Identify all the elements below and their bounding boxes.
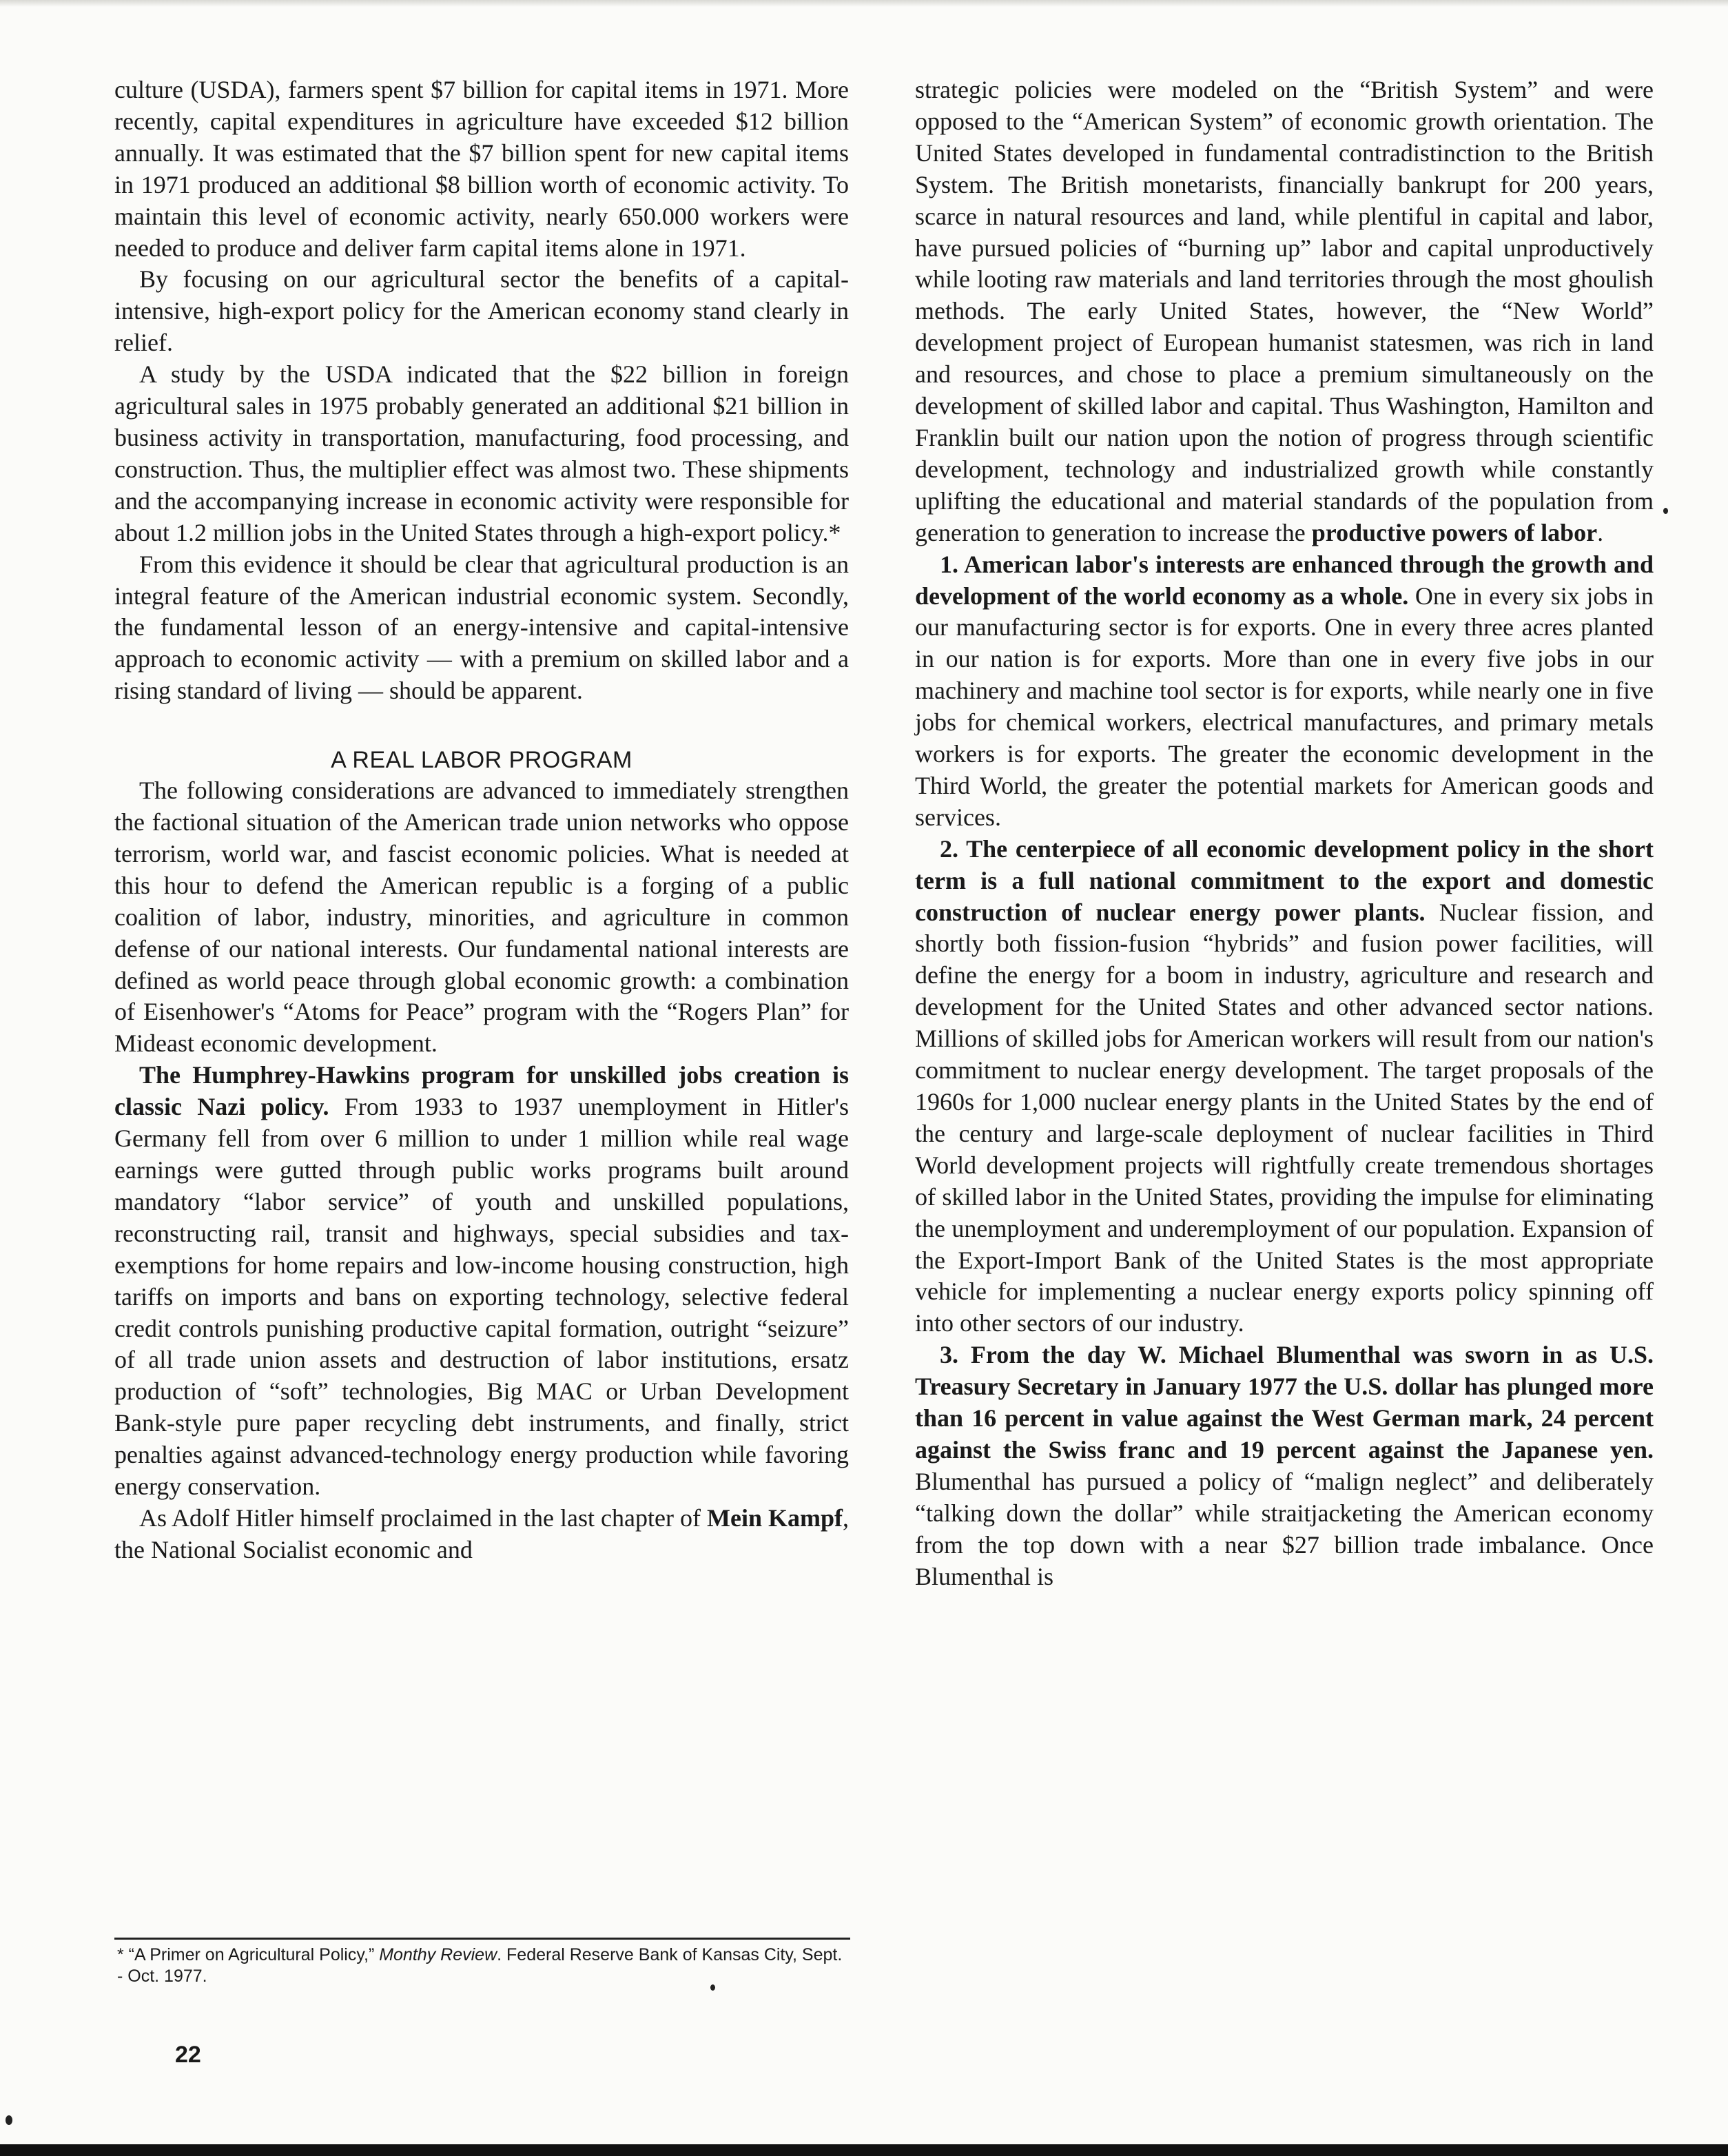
section-heading: A REAL LABOR PROGRAM (331, 747, 632, 774)
ink-speck (1663, 508, 1668, 514)
footnote-divider (114, 1938, 850, 1940)
page-number: 22 (175, 2042, 201, 2068)
paragraph: From this evidence it should be clear that agricultural production is an integral feature of the American industrial economic system. Secondly, the fundamental lesson of an energy-intensive and capital-intensive approach to economic activity — with a premium on skilled labor and a rising standard of living — should be apparent. (114, 550, 849, 705)
right-column (915, 74, 1654, 1593)
book-title: Mein Kampf (707, 1503, 843, 1532)
paragraph-text: , the National Socialist economic and (114, 1503, 850, 1563)
paragraph-text: One in every six jobs in our manufacturing sector is for exports. One in every three acres planted in our nation is for exports. More than one in every five jobs in our machinery and machine tool sector is for exports, while nearly one in five jobs for chemical workers, electrical manufactures, and primary metals workers is for exports. The greater the economic development in the Third World, the greater the potential markets for American goods and services. (915, 582, 1654, 831)
ink-speck (6, 2115, 12, 2125)
paragraph (114, 1503, 849, 1566)
bold-phrase: productive powers of labor (1311, 518, 1598, 546)
page-bottom-edge (0, 2144, 1728, 2156)
footnote-text: . Federal Reserve Bank of Kansas City, Sept. - Oct. 1977. (117, 1945, 843, 1986)
paragraph (915, 549, 1654, 834)
paragraph (915, 834, 1654, 1340)
bold-lead: 2. The centerpiece of all economic development policy in the short term is a full national commitment to the export and domestic construction of nuclear energy power plants. (915, 834, 1654, 926)
paragraph-text: strategic policies were modeled on the “British System” and were opposed to the “American System” of economic growth orientation. The United States developed in fundamental contradistinction to the British System. The British monetarists, financially bankrupt for 200 years, scarce in natural resources and land, while plentiful in capital and labor, have pursued policies of “burning up” labor and capital unproductively while looting raw materials and land territories through the most ghoulish methods. The early United States, however, the “New World” development project of European humanist statesmen, was rich in land and resources, and chose to place a premium simultaneously on the development of skilled labor and capital. Thus Washington, Hamilton and Franklin built our nation upon the notion of progress through scientific development, technology and industrialized growth while constantly uplifting the educational and material standards of the population from generation to generation to increase the (915, 76, 1654, 546)
left-column (114, 74, 849, 1566)
bold-lead: 3. From the day W. Michael Blumenthal was sworn in as U.S. Treasury Secretary in January 1977 the U.S. dollar has plunged more than 16 percent in value against the West German mark, 24 percent against the Swiss franc and 19 percent against the Japanese yen. (915, 1341, 1654, 1464)
bold-lead: 1. American labor's interests are enhanced through the growth and development of the world economy as a whole. (915, 550, 1654, 610)
paragraph: A study by the USDA indicated that the $22 billion in foreign agricultural sales in 1975 probably generated an additional $21 billion in business activity in transportation, manufacturing, food processing, and construction. Thus, the multiplier effect was almost two. These shipments and the accompanying increase in economic activity were responsible for about 1.2 million jobs in the United States through a high-export policy.* (114, 360, 849, 546)
paragraph-text: Nuclear fission, and shortly both fission-fusion “hybrids” and fusion power facilities, will define the energy for a boom in industry, agriculture and research and development for the United States and other advanced sector nations. Millions of skilled jobs for American workers will result from our nation's commitment to nuclear energy development. The target proposals of the 1960s for 1,000 nuclear energy plants in the United States by the end of the century and large-scale deployment of nuclear facilities in Third World development projects will rightfully create tremendous shortages of skilled labor in the United States, providing the impulse for eliminating the unemployment and underemployment of our population. Expansion of the Export-Import Bank of the United States is the most appropriate vehicle for implementing a nuclear energy exports policy spinning off into other sectors of our industry. (915, 898, 1654, 1337)
footnote-text: * “A Primer on Agricultural Policy,” (117, 1945, 380, 1964)
bold-lead: The Humphrey-Hawkins program for unskilled jobs creation is classic Nazi policy. (114, 1061, 849, 1121)
page-top-edge (0, 0, 1728, 7)
ink-speck (710, 1984, 715, 1991)
paragraph (114, 1060, 849, 1503)
paragraph-text: . (1597, 518, 1604, 546)
paragraph-text: Blumenthal has pursued a policy of “malign neglect” and deliberately “talking down the dollar” while straitjacketing the American economy from the top down with a near $27 billion trade imbalance. Once Blumenthal is (915, 1467, 1654, 1590)
paragraph-text: As Adolf Hitler himself proclaimed in the last chapter of (139, 1503, 707, 1532)
journal-title: Monthy Review (379, 1945, 497, 1964)
paragraph: By focusing on our agricultural sector the benefits of a capital-intensive, high-export policy for the American economy stand clearly in relief. (114, 265, 849, 357)
paragraph-text: From 1933 to 1937 unemployment in Hitler's Germany fell from over 6 million to under 1 million while real wage earnings were gutted through public works programs built around mandatory “labor service” of youth and unskilled populations, reconstructing rail, transit and highways, special subsidies and tax-exemptions for home repairs and low-income housing construction, high tariffs on imports and bans on exporting technology, selective federal credit controls punishing productive capital formation, outright “seizure” of all trade union assets and destruction of labor institutions, ersatz production of “soft” technologies, Big MAC or Urban Development Bank-style pure paper recycling debt instruments, and finally, strict penalties against advanced-technology energy production while favoring energy conservation. (114, 1093, 849, 1501)
paragraph: The following considerations are advanced to immediately strengthen the factional situation of the American trade union networks who oppose terrorism, world war, and fascist economic policies. What is needed at this hour to defend the American republic is a forging of a public coalition of labor, industry, minorities, and agriculture in common defense of our national interests. Our fundamental national interests are defined as world peace through global economic growth: a combination of Eisenhower's “Atoms for Peace” program with the “Rogers Plan” for Mideast economic development. (114, 777, 849, 1058)
paragraph: culture (USDA), farmers spent $7 billion for capital items in 1971. More recently, capital expenditures in agriculture have exceeded $12 billion annually. It was estimated that the $7 billion spent for new capital items in 1971 produced an additional $8 billion worth of economic activity. To maintain this level of economic activity, nearly 650.000 workers were needed to produce and deliver farm capital items alone in 1971. (114, 76, 849, 262)
paragraph (915, 1339, 1654, 1592)
footnote (117, 1944, 850, 1987)
paragraph (915, 74, 1654, 549)
